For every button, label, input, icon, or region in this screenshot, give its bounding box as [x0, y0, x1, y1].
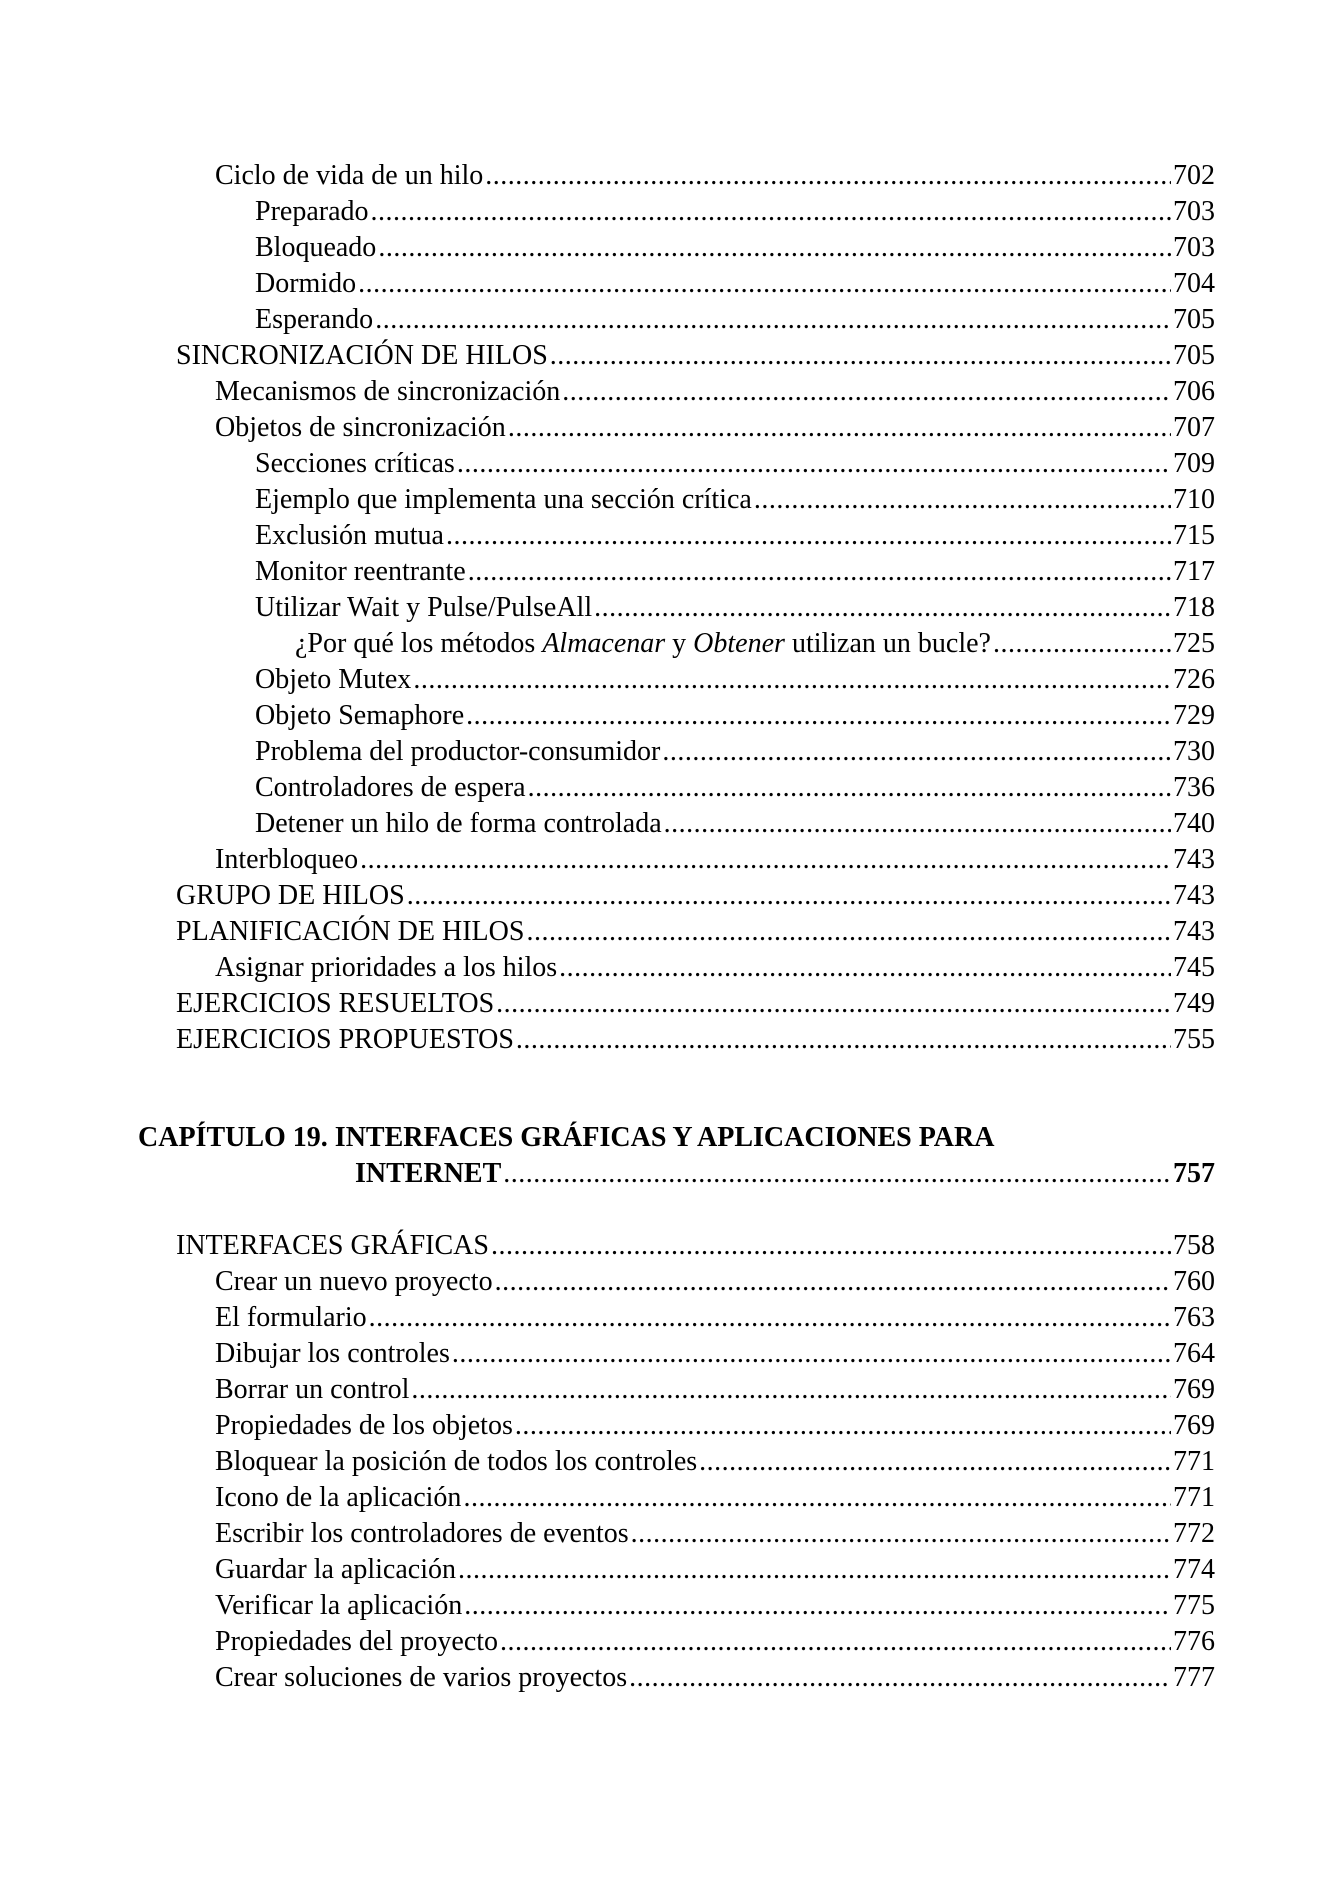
toc-entry-title: Interbloqueo [215, 844, 359, 875]
toc-entry [176, 914, 1215, 950]
toc-entry [176, 1228, 1215, 1264]
toc-entry-page: 710 [1173, 484, 1215, 515]
toc-entry-title: Borrar un control [215, 1374, 410, 1405]
toc-entry-title: Problema del productor-consumidor [255, 736, 661, 767]
toc-entry-page: 743 [1173, 880, 1215, 911]
toc-entry-title: GRUPO DE HILOS [176, 880, 405, 911]
toc-entry [255, 482, 1215, 518]
dot-leader [464, 1588, 1171, 1624]
toc-entry-page: 703 [1173, 196, 1215, 227]
dot-leader [496, 986, 1171, 1022]
dot-leader [485, 158, 1171, 194]
toc-entry-title: Objeto Semaphore [255, 700, 465, 731]
toc-entry-page: 772 [1173, 1518, 1215, 1549]
toc-entry [215, 1624, 1215, 1660]
toc-entry [255, 698, 1215, 734]
toc-entry [176, 986, 1215, 1022]
toc-entry-title: EJERCICIOS RESUELTOS [176, 988, 495, 1019]
toc-entry-title: Preparado [255, 196, 369, 227]
toc-entry-title: Escribir los controladores de eventos [215, 1518, 629, 1549]
toc-entry [215, 1516, 1215, 1552]
toc-entry [215, 1480, 1215, 1516]
toc-entry-title: Crear un nuevo proyecto [215, 1266, 493, 1297]
dot-leader [754, 482, 1171, 518]
toc-entry [215, 1660, 1215, 1696]
toc-entry-page: 725 [1173, 628, 1215, 659]
toc-entry [255, 662, 1215, 698]
toc-entry [255, 518, 1215, 554]
toc-entry-page: 707 [1173, 412, 1215, 443]
toc-entry-title: ¿Por qué los métodos Almacenar y Obtener utilizan un bucle? [295, 628, 991, 659]
toc-entry [215, 1300, 1215, 1336]
dot-leader [468, 554, 1171, 590]
toc-entry-page: 771 [1173, 1446, 1215, 1477]
toc-entry [215, 1372, 1215, 1408]
toc-entry [215, 158, 1215, 194]
dot-leader [466, 698, 1171, 734]
toc-entry-page: 743 [1173, 916, 1215, 947]
toc-entry-title: Asignar prioridades a los hilos [215, 952, 558, 983]
toc-entry [255, 554, 1215, 590]
toc-entry-title: Controladores de espera [255, 772, 526, 803]
dot-leader [360, 842, 1171, 878]
toc-entry-page: 764 [1173, 1338, 1215, 1369]
dot-leader [375, 302, 1171, 338]
toc-entry-title: SINCRONIZACIÓN DE HILOS [176, 340, 548, 371]
dot-leader [629, 1660, 1171, 1696]
toc-entry-page: 760 [1173, 1266, 1215, 1297]
toc-entry-title: PLANIFICACIÓN DE HILOS [176, 916, 525, 947]
toc-entry [255, 446, 1215, 482]
toc-entry-page: 769 [1173, 1374, 1215, 1405]
toc-entry [176, 878, 1215, 914]
dot-leader [446, 518, 1171, 554]
toc-entry-page: 771 [1173, 1482, 1215, 1513]
dot-leader [550, 338, 1171, 374]
toc-entry-page: 715 [1173, 520, 1215, 551]
toc-entry-title: Icono de la aplicación [215, 1482, 462, 1513]
toc-entry-title: Propiedades de los objetos [215, 1410, 513, 1441]
dot-leader [699, 1444, 1171, 1480]
toc-entry-page: 706 [1173, 376, 1215, 407]
toc-entry-page: 777 [1173, 1662, 1215, 1693]
dot-leader [503, 1156, 1171, 1192]
toc-entry [215, 374, 1215, 410]
toc-entry-title: Dibujar los controles [215, 1338, 450, 1369]
toc-entry-title: Esperando [255, 304, 374, 335]
dot-leader [594, 590, 1171, 626]
toc-entry [215, 950, 1215, 986]
dot-leader [559, 950, 1171, 986]
dot-leader [516, 1022, 1171, 1058]
toc-entry [215, 842, 1215, 878]
toc-entry-title: Secciones críticas [255, 448, 455, 479]
toc-entry-page: 745 [1173, 952, 1215, 983]
toc-entry-title: Guardar la aplicación [215, 1554, 456, 1585]
toc-entry [215, 1588, 1215, 1624]
dot-leader [407, 878, 1171, 914]
toc-entry-page: 755 [1173, 1024, 1215, 1055]
toc-entry-title: Mecanismos de sincronización [215, 376, 561, 407]
dot-leader [631, 1516, 1171, 1552]
toc-entry-title: Ejemplo que implementa una sección crítica [255, 484, 752, 515]
dot-leader [452, 1336, 1171, 1372]
toc-entry-page: 726 [1173, 664, 1215, 695]
toc-entry-title: INTERFACES GRÁFICAS [176, 1230, 489, 1261]
toc-entry [255, 194, 1215, 230]
toc-entry-page: 705 [1173, 304, 1215, 335]
dot-leader [371, 194, 1171, 230]
dot-leader [463, 1480, 1171, 1516]
toc-entry-page: 703 [1173, 232, 1215, 263]
toc-entry [255, 590, 1215, 626]
toc-entry-page: 749 [1173, 988, 1215, 1019]
toc-entry [255, 302, 1215, 338]
toc-entry-title: Objetos de sincronización [215, 412, 506, 443]
dot-leader [495, 1264, 1171, 1300]
dot-leader [457, 446, 1171, 482]
chapter-page: 757 [1173, 1158, 1215, 1189]
toc-entry-page: 769 [1173, 1410, 1215, 1441]
toc-entry-title: Bloquear la posición de todos los controles [215, 1446, 698, 1477]
toc-entry [215, 1336, 1215, 1372]
dot-leader [993, 626, 1171, 662]
toc-entry-title: EJERCICIOS PROPUESTOS [176, 1024, 514, 1055]
dot-leader [413, 662, 1171, 698]
toc-entry-page: 702 [1173, 160, 1215, 191]
toc-entry-title: Utilizar Wait y Pulse/PulseAll [255, 592, 593, 623]
chapter-heading-continuation [355, 1156, 1215, 1192]
toc-entry-title: Detener un hilo de forma controlada [255, 808, 662, 839]
toc-entry-title: Exclusión mutua [255, 520, 444, 551]
dot-leader [411, 1372, 1171, 1408]
toc-entry [255, 230, 1215, 266]
dot-leader [378, 230, 1171, 266]
dot-leader [528, 770, 1171, 806]
toc-entry [255, 734, 1215, 770]
toc-entry-page: 774 [1173, 1554, 1215, 1585]
toc-entry-page: 776 [1173, 1626, 1215, 1657]
toc-entry-page: 729 [1173, 700, 1215, 731]
toc-entry-title: Verificar la aplicación [215, 1590, 463, 1621]
toc-entry-page: 730 [1173, 736, 1215, 767]
toc-entry-title: Monitor reentrante [255, 556, 466, 587]
toc-entry-page: 736 [1173, 772, 1215, 803]
toc-entry-title: Ciclo de vida de un hilo [215, 160, 484, 191]
dot-leader [369, 1300, 1171, 1336]
dot-leader [500, 1624, 1171, 1660]
toc-entry-title: Objeto Mutex [255, 664, 412, 695]
toc-entry-title: Dormido [255, 268, 357, 299]
dot-leader [508, 410, 1171, 446]
toc-entry-page: 758 [1173, 1230, 1215, 1261]
toc-entry [215, 410, 1215, 446]
dot-leader [515, 1408, 1171, 1444]
toc-entry-title: Bloqueado [255, 232, 377, 263]
toc-entry [176, 1022, 1215, 1058]
chapter-heading: CAPÍTULO 19. INTERFACES GRÁFICAS Y APLICACIONES PARA [138, 1122, 995, 1153]
dot-leader [458, 1552, 1171, 1588]
dot-leader [358, 266, 1171, 302]
toc-entry [215, 1264, 1215, 1300]
dot-leader [526, 914, 1171, 950]
toc-entry-title: El formulario [215, 1302, 367, 1333]
toc-entry-page: 718 [1173, 592, 1215, 623]
toc-entry [215, 1552, 1215, 1588]
toc-entry [215, 1408, 1215, 1444]
toc-entry-title: Crear soluciones de varios proyectos [215, 1662, 628, 1693]
toc-entry-page: 775 [1173, 1590, 1215, 1621]
toc-entry-page: 705 [1173, 340, 1215, 371]
toc-entry-page: 743 [1173, 844, 1215, 875]
dot-leader [662, 734, 1171, 770]
dot-leader [562, 374, 1171, 410]
toc-entry-title: Propiedades del proyecto [215, 1626, 499, 1657]
toc-entry-page: 709 [1173, 448, 1215, 479]
toc-entry-page: 763 [1173, 1302, 1215, 1333]
toc-entry-page: 704 [1173, 268, 1215, 299]
chapter-heading-title: INTERNET [355, 1158, 502, 1189]
toc-entry-page: 740 [1173, 808, 1215, 839]
toc-entry [215, 1444, 1215, 1480]
toc-entry [176, 338, 1215, 374]
toc-entry [295, 626, 1215, 662]
dot-leader [664, 806, 1171, 842]
toc-entry [255, 770, 1215, 806]
toc-entry-page: 717 [1173, 556, 1215, 587]
toc-entry [255, 806, 1215, 842]
toc-entry [255, 266, 1215, 302]
dot-leader [491, 1228, 1171, 1264]
